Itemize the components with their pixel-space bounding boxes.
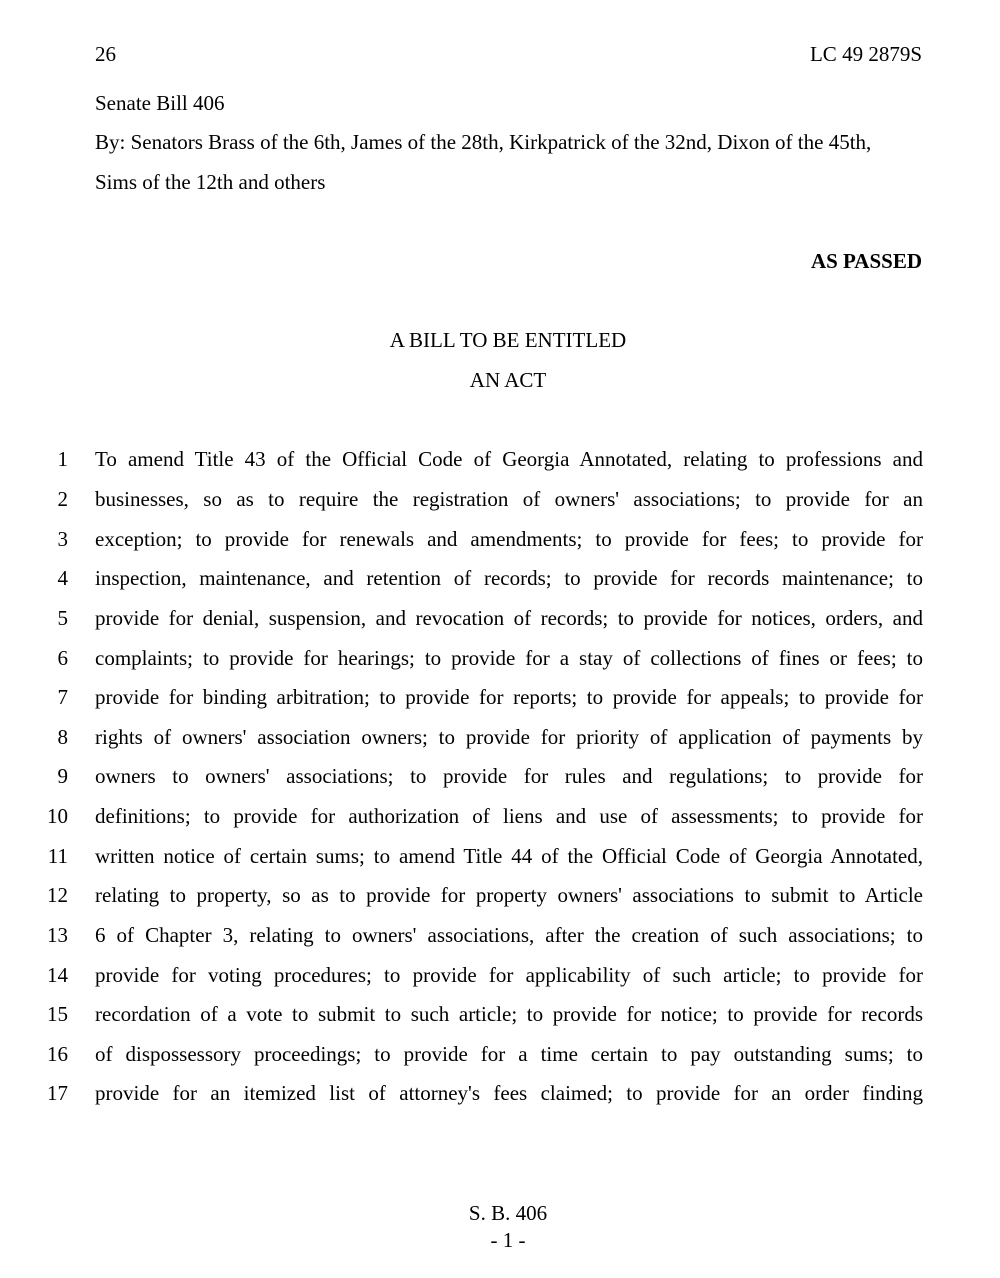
line-number: 10 bbox=[47, 804, 68, 828]
line-number: 14 bbox=[47, 963, 68, 987]
line-text: owners to owners' associations; to provide for rules and regulations; to provide for bbox=[95, 764, 923, 788]
line-text: 6 of Chapter 3, relating to owners' associations, after the creation of such associations; to bbox=[95, 923, 923, 947]
line-text: inspection, maintenance, and retention of records; to provide for records maintenance; to bbox=[95, 566, 923, 590]
body-line bbox=[0, 1080, 1000, 1106]
line-text: exception; to provide for renewals and amendments; to provide for fees; to provide for bbox=[95, 527, 923, 551]
body-line bbox=[0, 1041, 1000, 1067]
line-number: 2 bbox=[57, 487, 68, 511]
body-line bbox=[0, 922, 1000, 948]
line-number: 7 bbox=[57, 685, 68, 709]
sponsors-line-2: Sims of the 12th and others bbox=[95, 170, 326, 194]
line-number: 16 bbox=[47, 1042, 68, 1066]
body-line bbox=[0, 1001, 1000, 1027]
line-text: To amend Title 43 of the Official Code of Georgia Annotated, relating to professions and bbox=[95, 447, 923, 471]
line-text: recordation of a vote to submit to such article; to provide for notice; to provide for records bbox=[95, 1002, 923, 1026]
line-text: relating to property, so as to provide for property owners' associations to submit to Article bbox=[95, 883, 923, 907]
line-number: 15 bbox=[47, 1002, 68, 1026]
line-number: 9 bbox=[57, 764, 68, 788]
body-line bbox=[0, 803, 1000, 829]
session-number: 26 bbox=[95, 42, 116, 66]
bill-title-line-1: A BILL TO BE ENTITLED bbox=[389, 328, 627, 352]
line-number: 13 bbox=[47, 923, 68, 947]
status-label: AS PASSED bbox=[810, 249, 922, 273]
body-line bbox=[0, 843, 1000, 869]
line-number: 4 bbox=[57, 566, 68, 590]
body-line bbox=[0, 645, 1000, 671]
body-line bbox=[0, 763, 1000, 789]
line-text: provide for voting procedures; to provide for applicability of such article; to provide for bbox=[95, 963, 923, 987]
body-line bbox=[0, 605, 1000, 631]
line-text: complaints; to provide for hearings; to provide for a stay of collections of fines or fees; to bbox=[95, 646, 923, 670]
body-line bbox=[0, 565, 1000, 591]
line-text: provide for an itemized list of attorney's fees claimed; to provide for an order finding bbox=[95, 1081, 923, 1105]
line-number: 1 bbox=[57, 447, 68, 471]
body-line bbox=[0, 882, 1000, 908]
sponsors-line-1: By: Senators Brass of the 6th, James of the 28th, Kirkpatrick of the 32nd, Dixon of the 45th, bbox=[95, 130, 872, 154]
line-text: definitions; to provide for authorization of liens and use of assessments; to provide for bbox=[95, 804, 923, 828]
lc-number: LC 49 2879S bbox=[809, 42, 922, 66]
line-number: 8 bbox=[57, 725, 68, 749]
line-text: written notice of certain sums; to amend Title 44 of the Official Code of Georgia Annotated, bbox=[95, 844, 923, 868]
line-number: 11 bbox=[47, 844, 68, 868]
line-number: 6 bbox=[57, 646, 68, 670]
line-text: provide for binding arbitration; to provide for reports; to provide for appeals; to provide for bbox=[95, 685, 923, 709]
bill-title-line-2: AN ACT bbox=[469, 368, 547, 392]
bill-number: Senate Bill 406 bbox=[95, 91, 225, 115]
line-text: businesses, so as to require the registration of owners' associations; to provide for an bbox=[95, 487, 923, 511]
body-line bbox=[0, 446, 1000, 472]
line-text: rights of owners' association owners; to provide for priority of application of payments by bbox=[95, 725, 923, 749]
footer-bill-reference: S. B. 406 bbox=[468, 1201, 548, 1225]
line-text: of dispossessory proceedings; to provide for a time certain to pay outstanding sums; to bbox=[95, 1042, 923, 1066]
line-number: 3 bbox=[57, 527, 68, 551]
line-number: 12 bbox=[47, 883, 68, 907]
footer-page-number: - 1 - bbox=[490, 1228, 526, 1252]
line-number: 5 bbox=[57, 606, 68, 630]
line-text: provide for denial, suspension, and revocation of records; to provide for notices, orders, and bbox=[95, 606, 923, 630]
body-line bbox=[0, 962, 1000, 988]
body-line bbox=[0, 526, 1000, 552]
line-number: 17 bbox=[47, 1081, 68, 1105]
body-line bbox=[0, 486, 1000, 512]
body-line bbox=[0, 684, 1000, 710]
body-line bbox=[0, 724, 1000, 750]
